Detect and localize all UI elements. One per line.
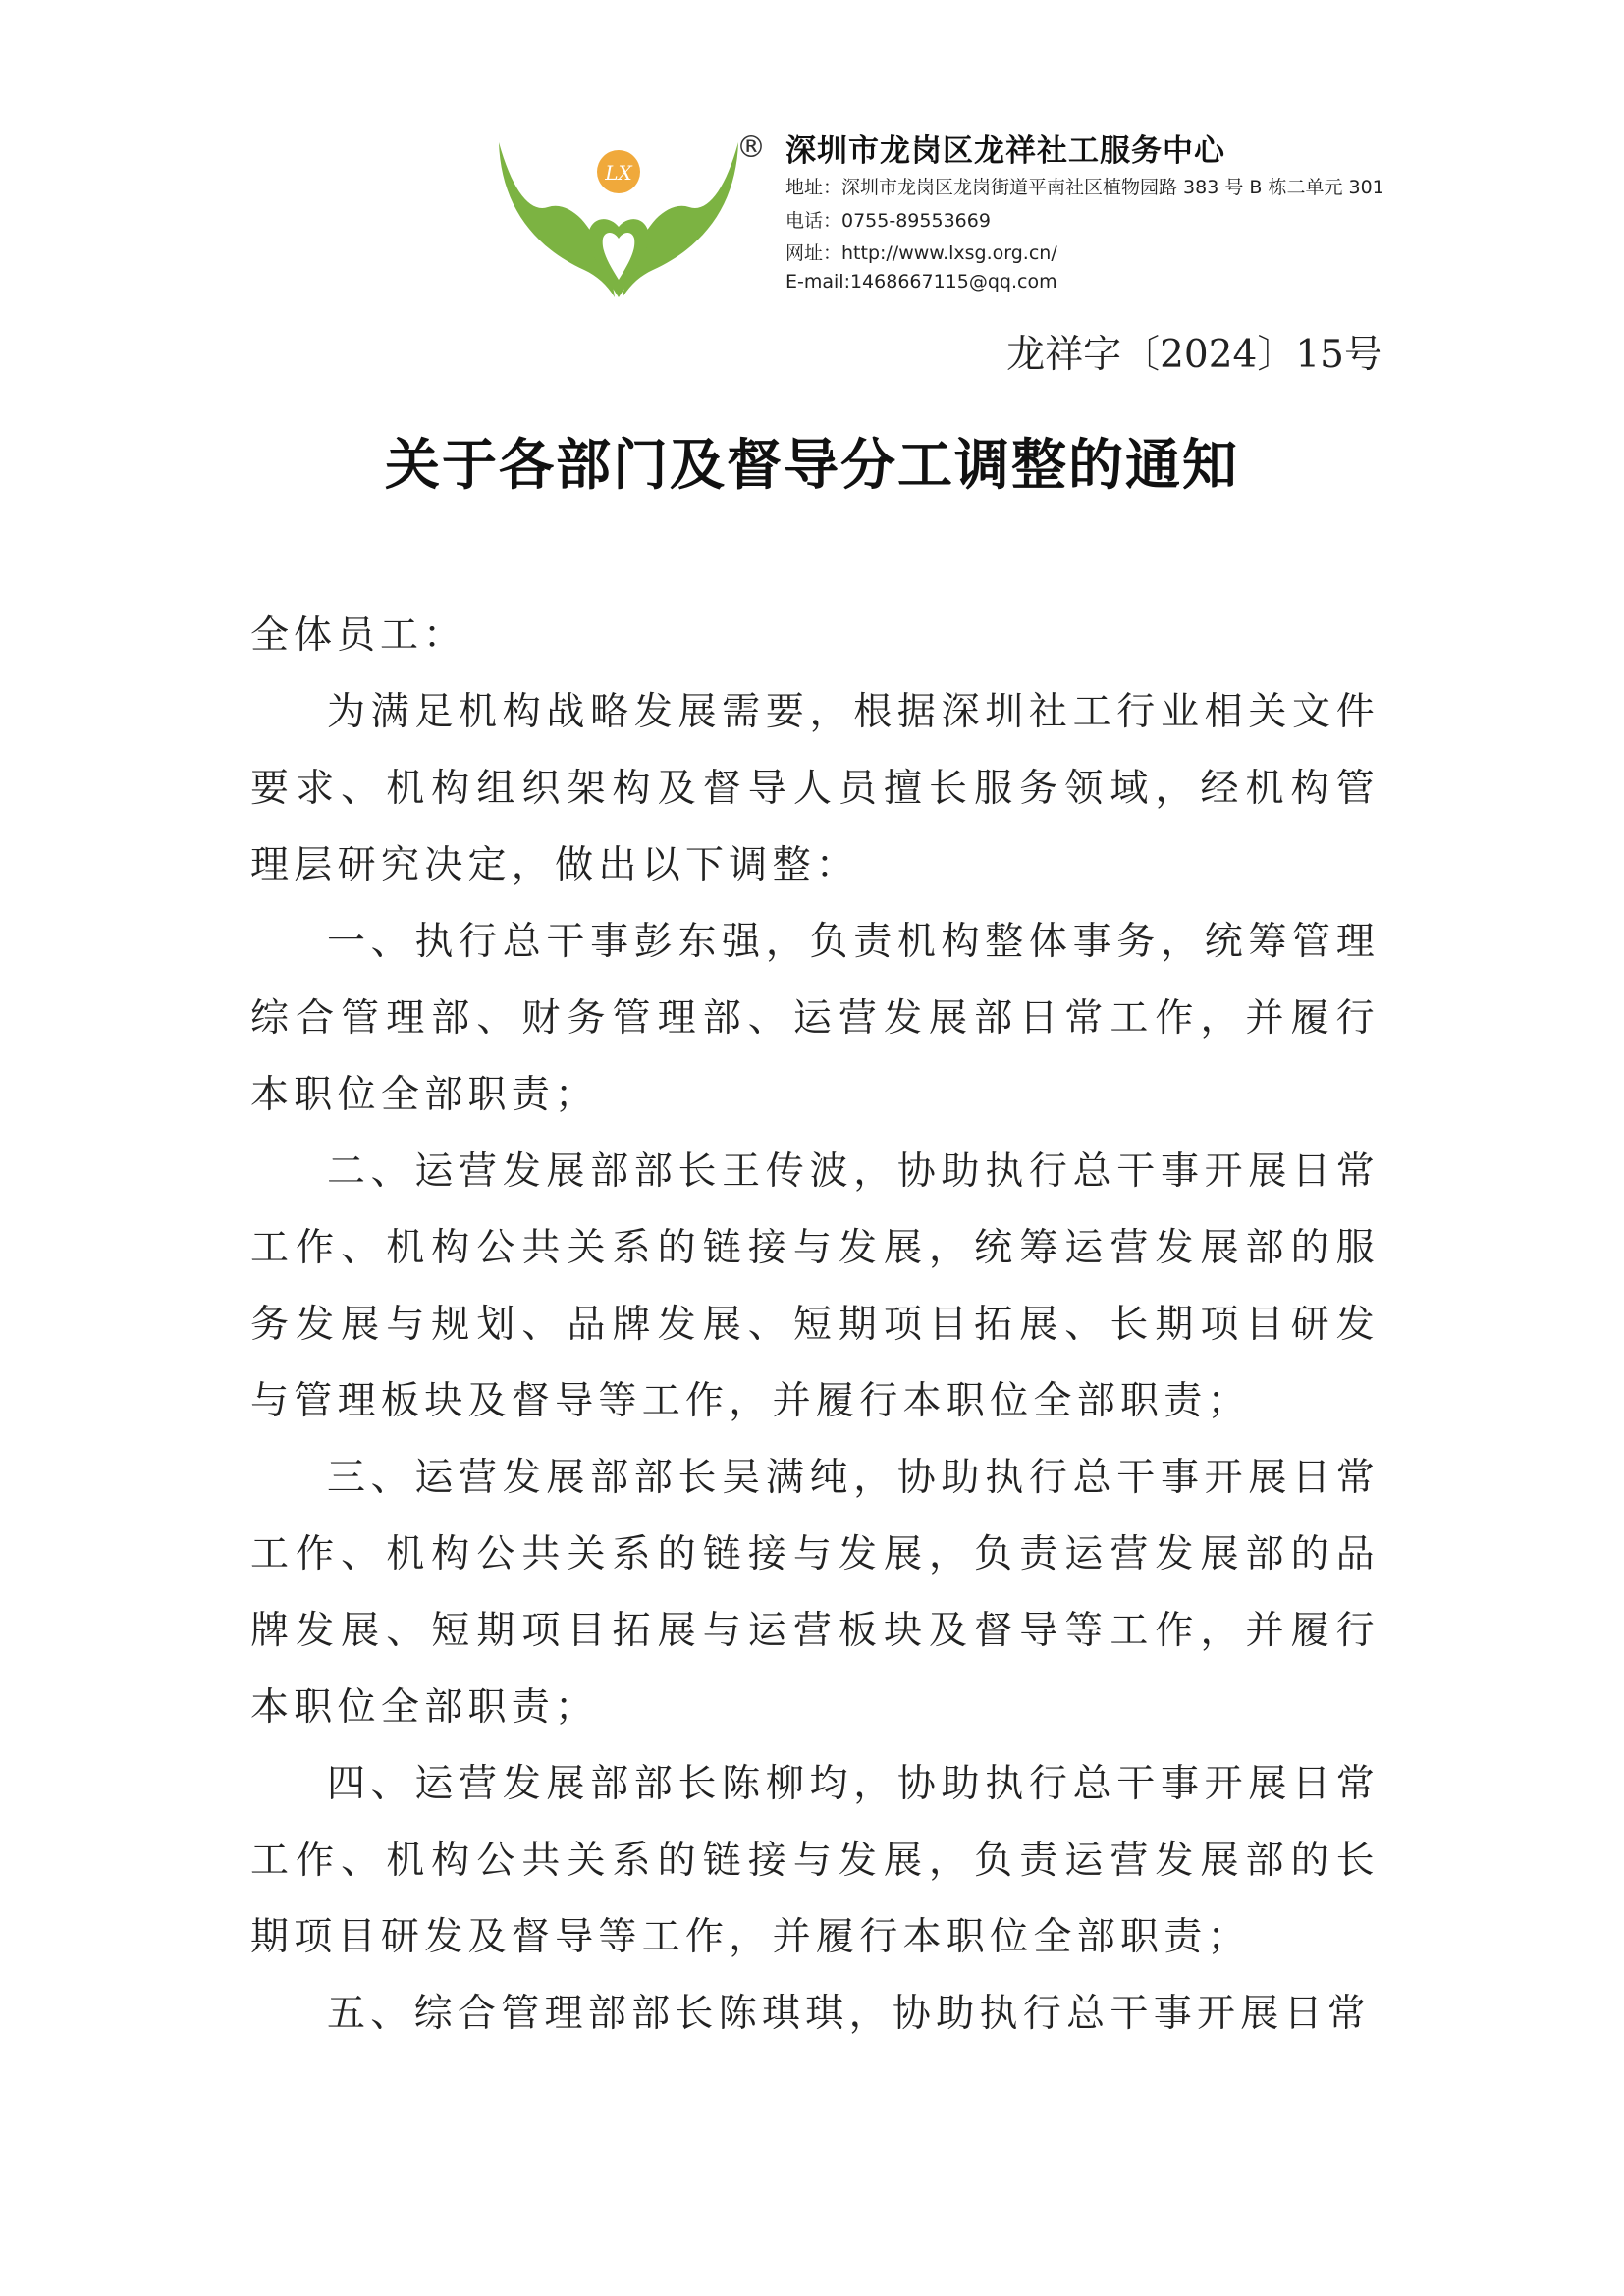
salutation: 全体员工： [250,614,467,658]
organization-address: 地址：深圳市龙岗区龙岗街道平南社区植物园路 383 号 B 栋二单元 301 [785,177,1384,198]
logo-left-leaf [499,142,615,297]
organization-email: E-mail:1468667115@qq.com [785,271,1057,293]
organization-logo [491,123,746,299]
document-title: 关于各部门及督导分工调整的通知 [385,434,1239,498]
body-paragraph: 三、运营发展部部长吴满纯，协助执行总干事开展日常工作、机构公共关系的链接与发展，负责运营发展部的品牌发展、短期项目拓展与运营板块及督导等工作，并履行本职位全部职责； [250,1456,1380,1730]
letterhead [0,0,1624,314]
body-paragraph: 为满足机构战略发展需要，根据深圳社工行业相关文件要求、机构组织架构及督导人员擅长服务领域，经机构管理层研究决定，做出以下调整： [250,690,1380,887]
logo-right-leaf [623,142,738,297]
organization-website: 网址：http://www.lxsg.org.cn/ [785,242,1057,264]
document-body [250,674,1380,2053]
body-paragraph: 五、综合管理部部长陈琪琪，协助执行总干事开展日常 [327,1992,1372,2036]
body-paragraph: 四、运营发展部部长陈柳均，协助执行总干事开展日常工作、机构公共关系的链接与发展，负责运营发展部的长期项目研发及督导等工作，并履行本职位全部职责； [250,1762,1380,1959]
organization-phone: 电话：0755-89553669 [785,210,991,232]
body-paragraph: 一、执行总干事彭东强，负责机构整体事务，统筹管理综合管理部、财务管理部、运营发展部日常工作，并履行本职位全部职责； [250,920,1380,1117]
registered-trademark-mark: ® [736,131,766,165]
logo-text: LX [605,161,632,185]
body-paragraph: 二、运营发展部部长王传波，协助执行总干事开展日常工作、机构公共关系的链接与发展，统筹运营发展部的服务发展与规划、品牌发展、短期项目拓展、长期项目研发与管理板块及督导等工作，并履行本职位全部职责； [250,1149,1380,1423]
organization-name: 深圳市龙岗区龙祥社工服务中心 [785,133,1225,169]
document-number: 龙祥字〔2024〕15号 [1006,333,1382,377]
